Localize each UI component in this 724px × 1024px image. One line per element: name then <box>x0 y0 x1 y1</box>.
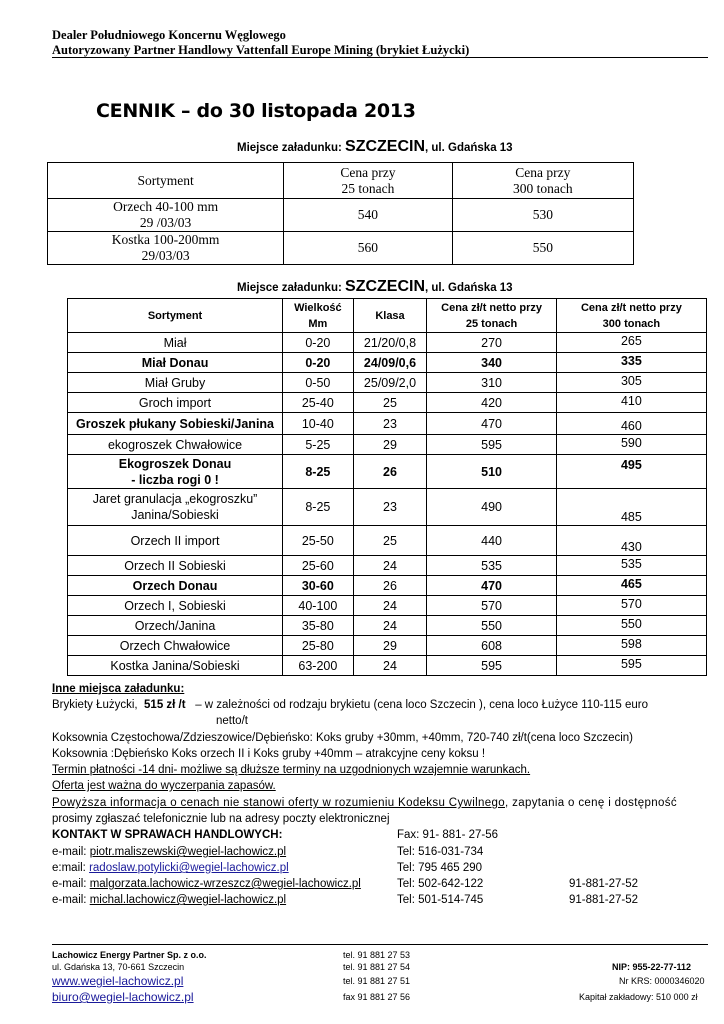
footer-tel: tel. 91 881 27 53 <box>343 950 411 960</box>
offer-validity: Oferta jest ważna do wyczerpania zapasów. <box>52 780 276 792</box>
table-row <box>68 413 707 435</box>
footer-nip: NIP: 955-22-77-112 <box>612 962 692 972</box>
klasa-cell: 21/20/0,8 <box>353 333 427 353</box>
table-header-cell: Cena przy 25 tonach <box>284 163 452 199</box>
sortyment-cell: Groch import <box>68 393 283 413</box>
other-locations-heading: Inne miejsca załadunku: <box>52 683 185 695</box>
size-cell: 30-60 <box>283 576 354 596</box>
price-25-cell: 550 <box>427 616 556 636</box>
size-cell: 25-50 <box>283 526 354 556</box>
email-link[interactable]: piotr.maliszewski@wegiel-lachowicz.pl <box>89 846 287 858</box>
size-cell: 63-200 <box>283 656 354 676</box>
brykiety-price: 515 zł /t <box>144 699 186 711</box>
price-25-cell: 608 <box>427 636 556 656</box>
table-row <box>68 373 707 393</box>
contact-email-row: e-mail: michal.lachowicz@wegiel-lachowicz.pl <box>52 894 287 906</box>
sortyment-cell: Orzech II Sobieski <box>68 556 283 576</box>
footer-krs: Nr KRS: 0000346020 <box>619 976 705 986</box>
price-300-cell: 485 <box>556 489 706 526</box>
size-cell: 35-80 <box>283 616 354 636</box>
contact-extra-tel: 91-881-27-52 <box>569 894 639 906</box>
table-row <box>68 656 707 676</box>
table-row <box>48 199 634 232</box>
price-25-cell: 570 <box>427 596 556 616</box>
loading-location-1 <box>237 138 513 156</box>
sortyment-cell: Ekogroszek Donau - liczba rogi 0 ! <box>68 455 283 489</box>
table-row <box>68 333 707 353</box>
loading-street: , ul. Gdańska 13 <box>425 142 513 154</box>
table-row <box>68 353 707 373</box>
sortyment-cell: Miał Gruby <box>68 373 283 393</box>
price-300-cell: 410 <box>556 393 706 413</box>
klasa-cell: 24 <box>353 656 427 676</box>
price-25-cell: 310 <box>427 373 556 393</box>
email-link[interactable]: michal.lachowicz@wegiel-lachowicz.pl <box>89 894 287 906</box>
table-row <box>68 556 707 576</box>
price-25-cell: 270 <box>427 333 556 353</box>
sortyment-cell: Jaret granulacja „ekogroszku” Janina/Sobieski <box>68 489 283 526</box>
disclaimer-line-1: Powyższa informacja o cenach nie stanowi oferty w rozumieniu Kodeksu Cywilnego, zapytania o cenę i dostępność <box>52 797 677 809</box>
table-row <box>48 232 634 265</box>
contact-email-row: e:mail: radoslaw.potylicki@wegiel-lachowicz.pl <box>52 862 289 874</box>
price-25-cell: 340 <box>427 353 556 373</box>
klasa-cell: 24/09/0,6 <box>353 353 427 373</box>
sortyment-cell: Orzech 40-100 mm 29 /03/03 <box>48 199 284 232</box>
table-row <box>68 435 707 455</box>
table-header-cell: Cena zł/t netto przy 300 tonach <box>556 299 706 333</box>
price-25-cell: 595 <box>427 435 556 455</box>
sortyment-cell: Miał <box>68 333 283 353</box>
contact-tel: Tel: 795 465 290 <box>397 862 483 874</box>
footer-website-link[interactable]: www.wegiel-lachowicz.pl <box>52 974 184 988</box>
klasa-cell: 26 <box>353 455 427 489</box>
sortyment-cell: Kostka 100-200mm 29/03/03 <box>48 232 284 265</box>
price-25-cell: 535 <box>427 556 556 576</box>
klasa-cell: 23 <box>353 489 427 526</box>
klasa-cell: 24 <box>353 596 427 616</box>
footer-company: Lachowicz Energy Partner Sp. z o.o. <box>52 950 207 960</box>
price-25-cell: 420 <box>427 393 556 413</box>
sortyment-cell: Orzech Donau <box>68 576 283 596</box>
price-25-cell: 470 <box>427 576 556 596</box>
price-300-cell: 495 <box>556 455 706 489</box>
email-link[interactable]: malgorzata.lachowicz-wrzeszcz@wegiel-lachowicz.pl <box>89 878 361 890</box>
table-row <box>68 636 707 656</box>
table-header-cell: Sortyment <box>68 299 283 333</box>
size-cell: 8-25 <box>283 455 354 489</box>
koksownia-line-1: Koksownia Częstochowa/Zdzieszowice/Dębieńsko: Koks gruby +30mm, +40mm, 720-740 zł/t(cena loco Szczecin) <box>52 732 634 744</box>
sortyment-cell: Orzech Chwałowice <box>68 636 283 656</box>
klasa-cell: 25/09/2,0 <box>353 373 427 393</box>
table-row <box>68 526 707 556</box>
contact-tel: Tel: 516-031-734 <box>397 846 484 858</box>
klasa-cell: 26 <box>353 576 427 596</box>
koksownia-line-2: Koksownia :Dębieńsko Koks orzech II i Koks gruby +40mm – atrakcyjne ceny koksu ! <box>52 748 486 760</box>
footer-capital: Kapitał zakładowy: 510 000 zł <box>579 992 698 1002</box>
size-cell: 25-60 <box>283 556 354 576</box>
loading-location-2 <box>237 278 513 296</box>
klasa-cell: 23 <box>353 413 427 435</box>
footer-divider <box>52 944 708 945</box>
price-300-cell: 465 <box>556 576 706 596</box>
brykiety-line-cont: netto/t <box>216 715 248 727</box>
disclaimer-line-2: prosimy zgłaszać telefonicznie lub na adresy poczty elektronicznej <box>52 813 390 825</box>
sortyment-cell: Orzech/Janina <box>68 616 283 636</box>
klasa-cell: 25 <box>353 526 427 556</box>
partner-heading: Autoryzowany Partner Handlowy Vattenfall Europe Mining (brykiet Łużycki) <box>52 43 470 57</box>
contact-email-row: e-mail: malgorzata.lachowicz-wrzeszcz@wegiel-lachowicz.pl <box>52 878 361 890</box>
footer-tel: tel. 91 881 27 51 <box>343 976 411 986</box>
klasa-cell: 24 <box>353 556 427 576</box>
size-cell: 8-25 <box>283 489 354 526</box>
table-header-cell: Cena zł/t netto przy 25 tonach <box>427 299 556 333</box>
klasa-cell: 25 <box>353 393 427 413</box>
klasa-cell: 29 <box>353 636 427 656</box>
price-300-cell: 530 <box>452 199 633 232</box>
price-25-cell: 510 <box>427 455 556 489</box>
table-row <box>68 489 707 526</box>
footer-fax: fax 91 881 27 56 <box>343 992 411 1002</box>
price-300-cell: 550 <box>556 616 706 636</box>
size-cell: 5-25 <box>283 435 354 455</box>
loading-city: SZCZECIN <box>345 138 426 155</box>
table-row <box>68 393 707 413</box>
contact-heading: KONTAKT W SPRAWACH HANDLOWYCH: <box>52 829 283 841</box>
dealer-heading: Dealer Południowego Koncernu Węglowego <box>52 28 286 42</box>
contact-email-row: e-mail: piotr.maliszewski@wegiel-lachowicz.pl <box>52 846 287 858</box>
size-cell: 25-80 <box>283 636 354 656</box>
loading-street: , ul. Gdańska 13 <box>425 282 513 294</box>
size-cell: 40-100 <box>283 596 354 616</box>
table-header-cell: Cena przy 300 tonach <box>452 163 633 199</box>
price-300-cell: 550 <box>452 232 633 265</box>
contact-tel: Tel: 501-514-745 <box>397 894 484 906</box>
loading-city: SZCZECIN <box>345 278 426 295</box>
table-row <box>68 596 707 616</box>
loading-label: Miejsce załadunku: <box>237 282 342 294</box>
size-cell: 25-40 <box>283 393 354 413</box>
price-300-cell: 460 <box>556 413 706 435</box>
sortyment-cell: Miał Donau <box>68 353 283 373</box>
footer-email-link[interactable]: biuro@wegiel-lachowicz.pl <box>52 990 194 1004</box>
size-cell: 0-20 <box>283 353 354 373</box>
header-divider <box>52 57 708 58</box>
table-header-cell: Wielkość Mm <box>283 299 354 333</box>
size-cell: 0-20 <box>283 333 354 353</box>
table-header-cell: Klasa <box>353 299 427 333</box>
price-300-cell: 430 <box>556 526 706 556</box>
size-cell: 0-50 <box>283 373 354 393</box>
size-cell: 10-40 <box>283 413 354 435</box>
sortyment-cell: ekogroszek Chwałowice <box>68 435 283 455</box>
contact-tel: Tel: 502-642-122 <box>397 878 484 890</box>
sortyment-cell: Groszek płukany Sobieski/Janina <box>68 413 283 435</box>
price-300-cell: 570 <box>556 596 706 616</box>
price-300-cell: 595 <box>556 656 706 676</box>
klasa-cell: 29 <box>353 435 427 455</box>
payment-terms: Termin płatności -14 dni- możliwe są dłuższe terminy na uzgodnionych wzajemnie warunkach. <box>52 764 531 776</box>
price-25-cell: 490 <box>427 489 556 526</box>
sortyment-cell: Kostka Janina/Sobieski <box>68 656 283 676</box>
price-300-cell: 590 <box>556 435 706 455</box>
sortyment-cell: Orzech I, Sobieski <box>68 596 283 616</box>
footer-tel: tel. 91 881 27 54 <box>343 962 411 972</box>
email-link[interactable]: radoslaw.potylicki@wegiel-lachowicz.pl <box>89 862 289 874</box>
price-25-cell: 540 <box>284 199 452 232</box>
price-300-cell: 535 <box>556 556 706 576</box>
sortyment-cell: Orzech II import <box>68 526 283 556</box>
loading-label: Miejsce załadunku: <box>237 142 342 154</box>
price-25-cell: 470 <box>427 413 556 435</box>
price-25-cell: 560 <box>284 232 452 265</box>
price-25-cell: 440 <box>427 526 556 556</box>
price-25-cell: 595 <box>427 656 556 676</box>
table-row <box>68 616 707 636</box>
klasa-cell: 24 <box>353 616 427 636</box>
footer-address: ul. Gdańska 13, 70-661 Szczecin <box>52 962 185 972</box>
table-header-cell: Sortyment <box>48 163 284 199</box>
page-title: CENNIK – do 30 listopada 2013 <box>96 100 416 122</box>
price-300-cell: 305 <box>556 373 706 393</box>
contact-extra-tel: 91-881-27-52 <box>569 878 639 890</box>
price-300-cell: 265 <box>556 333 706 353</box>
contact-fax: Fax: 91- 881- 27-56 <box>397 829 499 841</box>
table-row <box>68 576 707 596</box>
table-row <box>68 455 707 489</box>
price-300-cell: 335 <box>556 353 706 373</box>
price-300-cell: 598 <box>556 636 706 656</box>
price-table-main <box>67 298 707 676</box>
price-table-serif <box>47 162 634 265</box>
brykiety-line: Brykiety Łużycki, 515 zł /t – w zależności od rodzaju brykietu (cena loco Szczecin ), cena loco Łużyce 110-115 euro <box>52 699 648 711</box>
